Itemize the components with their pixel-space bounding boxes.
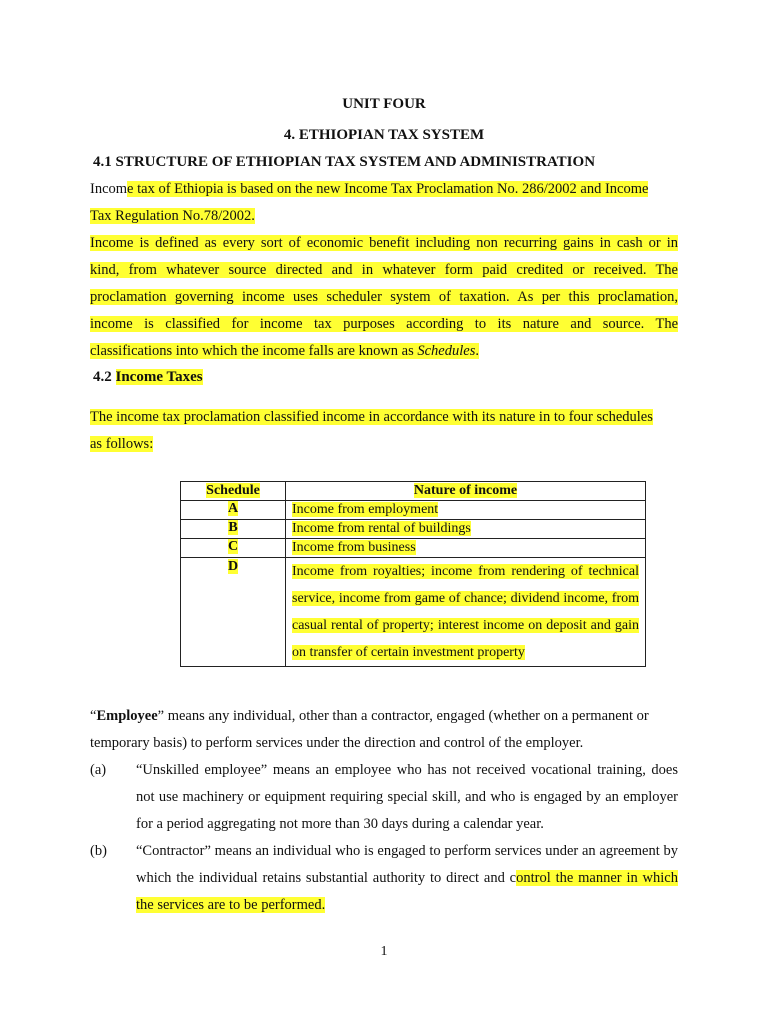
table-row <box>181 539 646 558</box>
header-schedule-text: Schedule <box>206 483 260 498</box>
header-schedule <box>181 482 286 501</box>
income-def-line-5 <box>90 338 678 365</box>
contractor-def-highlighted: ontrol the manner in which the services are to be performed. <box>136 870 678 913</box>
nature-cell <box>286 501 646 520</box>
schedule-letter: D <box>227 559 239 574</box>
nature-text: Income from royalties; income from rendering of technical service, income from game of chance; dividend income, from casual rental of property; interest income on deposit and gain on transfer of certain investment property <box>292 564 639 660</box>
intro-text-highlighted: e tax of Ethiopia is based on the new Income Tax Proclamation No. 286/2002 and Income <box>127 181 649 197</box>
schedules-intro-line-2 <box>90 431 678 458</box>
employee-def-text: ” means any individual, other than a contractor, engaged (whether on a permanent or <box>157 708 649 724</box>
table-row <box>181 520 646 539</box>
income-def-text-5: classifications into which the income falls are known as <box>90 343 418 359</box>
employee-def-line-1 <box>90 703 678 730</box>
income-def-line-4 <box>90 311 678 338</box>
item-a-label: (a) <box>90 762 107 778</box>
contractor-def-text: “Contractor” means an individual who is engaged to perform services under an agreement by which the individual retains substantial authority to direct and c <box>136 843 678 886</box>
page-number: 1 <box>380 944 388 959</box>
item-b-text <box>136 838 678 919</box>
schedule-cell <box>181 558 286 667</box>
schedule-table <box>180 481 646 667</box>
employee-def-line-2 <box>90 730 678 757</box>
income-def-text-2: kind, from whatever source directed and in whatever form paid credited or received. The <box>90 262 678 278</box>
intro-line-2 <box>90 203 678 230</box>
section-title: Income Taxes <box>115 369 203 385</box>
income-def-text-1: Income is defined as every sort of economic benefit including non recurring gains in cash or in <box>90 235 678 251</box>
income-def-text-4: income is classified for income tax purposes according to its nature and source. The <box>90 316 678 332</box>
schedule-cell <box>181 501 286 520</box>
nature-cell <box>286 558 646 667</box>
income-def-text-3: proclamation governing income uses scheduler system of taxation. As per this proclamation, <box>90 289 678 305</box>
intro-line-1 <box>90 176 678 203</box>
schedule-letter: C <box>227 539 239 554</box>
table-row <box>181 501 646 520</box>
section-heading-4-1: 4.1 STRUCTURE OF ETHIOPIAN TAX SYSTEM AND ADMINISTRATION <box>93 154 596 170</box>
nature-text: Income from business <box>292 540 416 555</box>
section-heading-4-2 <box>93 369 203 386</box>
item-b-label: (b) <box>90 843 107 859</box>
intro-regulation: Tax Regulation No.78/2002. <box>90 208 255 224</box>
header-nature-text: Nature of income <box>413 483 518 498</box>
employee-term: Employee <box>96 708 158 724</box>
schedules-intro-text-1: The income tax proclamation classified income in accordance with its nature in to four schedules <box>90 409 653 425</box>
schedules-intro-line-1 <box>90 404 678 431</box>
schedule-cell <box>181 539 286 558</box>
nature-text: Income from employment <box>292 502 439 517</box>
schedules-term: Schedules <box>417 343 476 359</box>
open-quote: “ <box>90 708 97 724</box>
nature-text: Income from rental of buildings <box>292 521 471 536</box>
schedule-cell <box>181 520 286 539</box>
table-row <box>181 558 646 667</box>
income-def-period: . <box>475 343 479 359</box>
chapter-title: 4. ETHIOPIAN TAX SYSTEM <box>283 127 485 143</box>
nature-cell <box>286 520 646 539</box>
section-number: 4.2 <box>93 369 116 385</box>
table-header-row <box>181 482 646 501</box>
employee-def-text-2: temporary basis) to perform services under the direction and control of the employer. <box>90 735 584 751</box>
income-def-line-1 <box>90 230 678 257</box>
income-def-line-3 <box>90 284 678 311</box>
schedule-letter: B <box>228 520 238 535</box>
item-a-text: “Unskilled employee” means an employee who has not received vocational training, does not use machinery or equipment requiring special skill, and who is engaged by an employer for a period aggregating not more than 30 days during a calendar year. <box>136 762 678 832</box>
unit-title: UNIT FOUR <box>342 96 426 112</box>
income-def-line-2 <box>90 257 678 284</box>
header-nature <box>286 482 646 501</box>
schedules-intro-text-2: as follows: <box>90 436 154 452</box>
intro-text-plain: Incom <box>90 181 128 197</box>
nature-cell <box>286 539 646 558</box>
schedule-letter: A <box>227 501 239 516</box>
